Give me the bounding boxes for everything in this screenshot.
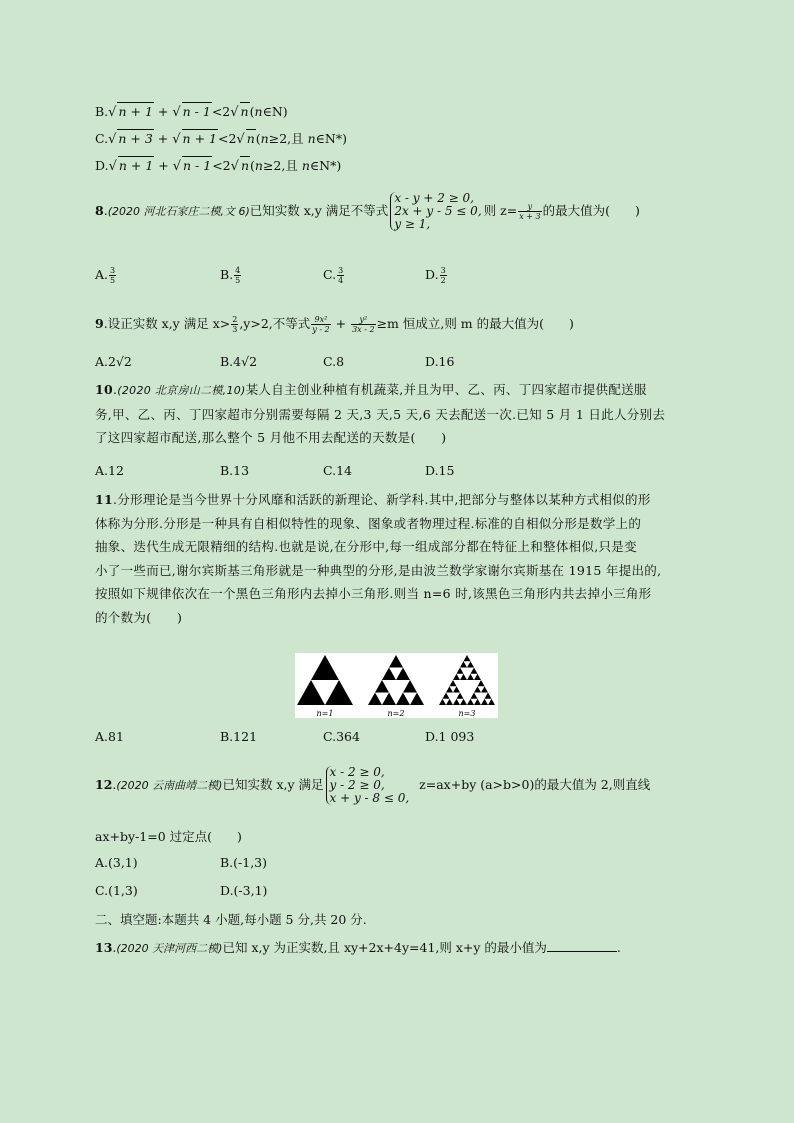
q10-source: (2020 北京房山二模,10)	[117, 384, 246, 397]
fraction-numerator: y	[518, 202, 541, 212]
sierpinski-n2	[368, 655, 424, 705]
q12-source: (2020 云南曲靖二模)	[116, 779, 223, 792]
q8-constraint: y ≥ 1,	[394, 217, 431, 231]
q8-constraint: 2x + y - 5 ≤ 0,	[394, 204, 482, 218]
fig-label-n1: n=1	[316, 709, 334, 718]
q11-option-a: A.81	[95, 729, 124, 744]
fraction: $\frac{\text{9x²}}{y - 2}$	[312, 315, 330, 334]
q9-option-a: A.2√2	[95, 354, 132, 369]
fig-label-n2: n=2	[387, 709, 405, 718]
q13-number: 13	[95, 940, 113, 955]
q9-stem: 9.设正实数 x,y 满足 x> $\frac{2}{3}$ ,y>2,不等式 $\frac{\text{9x²}}{y - 2}$ + $\frac{\text{y²}}{3x - 2}$ ≥m 恒成立,则 m 的最大值为( )	[95, 315, 574, 334]
q12-text: z=ax+by (a>b>0)的最大值为 2,则直线	[419, 777, 651, 792]
q11-text: 按照如下规律依次在一个黑色三角形内去掉小三角形.则当 n=6 时,该黑色三角形内共去掉小三角形	[95, 586, 652, 601]
q10-option-c: C.14	[323, 463, 352, 478]
q12-number: 12	[95, 777, 113, 792]
q12-option-c: C.(1,3)	[95, 883, 138, 898]
q12-text: 已知实数 x,y 满足	[222, 777, 324, 792]
q12-constraint-system	[326, 766, 410, 805]
q11-option-b: B.121	[220, 729, 258, 744]
fig-label-n3: n=3	[458, 709, 476, 718]
q13-stem: 13.(2020 天津河西二模)已知 x,y 为正实数,且 xy+2x+4y=41,则 x+y 的最小值为 .	[95, 940, 621, 955]
q12-stem: 12.(2020 云南曲靖二模)已知实数 x,y 满足 x - 2 ≥ 0, y - 2 ≥ 0, x + y - 8 ≤ 0, z=ax+by (a>b>0)的最大值为 2,则直线	[95, 765, 651, 805]
q11-text: 分形理论是当今世界十分风靡和活跃的新理论、新学科.其中,把部分与整体以某种方式相似的形	[117, 492, 651, 507]
q10-option-d: D.15	[425, 463, 455, 478]
q9-text: 设正实数 x,y 满足 x>	[107, 316, 231, 331]
q7-option-c: C.√ n + 3 + √ n + 1<2√ n(n≥2,且 n∈N*)	[95, 131, 347, 147]
sierpinski-figure	[295, 653, 498, 718]
q8-objective-fraction	[518, 202, 541, 221]
q8-constraint-system	[390, 192, 481, 231]
answer-blank[interactable]	[547, 939, 617, 952]
q12-line2: ax+by-1=0 过定点( )	[95, 829, 242, 844]
q9-option-c: C.8	[323, 354, 345, 369]
fraction: $\frac{\text{y²}}{3x - 2}$	[352, 315, 375, 334]
q8-constraint: x - y + 2 ≥ 0,	[394, 191, 474, 205]
q11-text: 小了一些而已,谢尔宾斯基三角形就是一种典型的分形,是由波兰数学家谢尔宾斯基在 1915 年提出的,	[95, 562, 662, 578]
q8-option-c: C. $\frac{3}{4}$	[323, 266, 344, 285]
sierpinski-n3	[439, 655, 495, 705]
q10-option-a: A.12	[95, 463, 124, 478]
q11-option-d: D.1 093	[425, 729, 475, 744]
q9-option-d: D.16	[425, 354, 455, 369]
q8-number: 8	[95, 203, 104, 218]
q8-text: 的最大值为( )	[542, 203, 640, 218]
q11-stem: 11.分形理论是当今世界十分风靡和活跃的新理论、新学科.其中,把部分与整体以某种方式相似的形 体称为分形.分形是一种具有自相似特性的现象、图象或者物理过程.标准的自相似分形是数学上的 抽象、迭代生成无限精细的结构.也就是说,在分形中,每一组成部分都在特征上和整体相似,只是变 小了一些而已,谢尔宾斯基三角形就是一种典型的分形,是由波兰数学家谢尔宾斯基在 1915 年提出的, 按照如下规律依次在一个黑色三角形内去掉小三角形.则当 n=6 时,该黑色三角形内共去掉小三角形 的个数为( )	[95, 488, 705, 629]
q12-option-a: A.(3,1)	[95, 855, 138, 870]
q11-text: 抽象、迭代生成无限精细的结构.也就是说,在分形中,每一组成部分都在特征上和整体相似,只是变	[95, 539, 637, 554]
sierpinski-n1	[297, 655, 353, 705]
q11-number: 11	[95, 492, 113, 507]
fraction-denominator: x + 3	[519, 212, 541, 221]
q10-option-b: B.13	[220, 463, 250, 478]
q9-text: ,y>2,不等式	[239, 316, 311, 331]
q12-constraint: x + y - 8 ≤ 0,	[329, 791, 410, 805]
q11-text: 体称为分形.分形是一种具有自相似特性的现象、图象或者物理过程.标准的自相似分形是数学上的	[95, 515, 642, 531]
q8-text: 则 z=	[483, 203, 518, 218]
q10-text: 务,甲、乙、丙、丁四家超市分别需要每隔 2 天,3 天,5 天,6 天去配送一次.已知 5 月 1 日此人分别去	[95, 406, 666, 422]
q10-text: 某人自主创业种植有机蔬菜,并且为甲、乙、丙、丁四家超市提供配送服	[245, 382, 647, 397]
q12-constraint: y - 2 ≥ 0,	[329, 778, 385, 792]
q8-text: 已知实数 x,y 满足不等式	[249, 203, 389, 218]
q9-option-b: B.4√2	[220, 354, 258, 369]
q12-option-b: B.(-1,3)	[220, 855, 268, 870]
q12-constraint: x - 2 ≥ 0,	[329, 765, 385, 779]
q13-source: (2020 天津河西二模)	[116, 942, 223, 955]
q12-option-d: D.(-3,1)	[220, 883, 268, 898]
q10-text: 了这四家超市配送,那么整个 5 月他不用去配送的天数是( )	[95, 430, 447, 445]
section-heading: 二、填空题:本题共 4 小题,每小题 5 分,共 20 分.	[95, 912, 367, 927]
q11-text: 的个数为( )	[95, 609, 183, 625]
q8-stem: 8.(2020 河北石家庄二模,文 6)已知实数 x,y 满足不等式 x - y + 2 ≥ 0, 2x + y - 5 ≤ 0, y ≥ 1, 则 z= $\frac{y}{x + 3}$ 的最大值为( )	[95, 191, 640, 231]
q9-text: ≥m 恒成立,则 m 的最大值为( )	[376, 316, 574, 331]
q10-number: 10	[95, 382, 113, 397]
fraction: $\frac{2}{3}$	[232, 315, 238, 334]
q13-text: 已知 x,y 为正实数,且 xy+2x+4y=41,则 x+y 的最小值为	[222, 940, 547, 955]
q10-stem: 10.(2020 北京房山二模,10)某人自主创业种植有机蔬菜,并且为甲、乙、丙、丁四家超市提供配送服 务,甲、乙、丙、丁四家超市分别需要每隔 2 天,3 天,5 天,6 天去配送一次.已知 5 月 1 日此人分别去 了这四家超市配送,那么整个 5 月他不用去配送的天数是( )	[95, 378, 705, 450]
q8-source: (2020 河北石家庄二模,文 6)	[107, 205, 250, 218]
q7-option-d: D.√ n + 1 + √ n - 1<2√ n(n≥2,且 n∈N*)	[95, 158, 342, 174]
q11-option-c: C.364	[323, 729, 360, 744]
q7-option-b: B.√ n + 1 + √ n - 1<2√ n(n∈N)	[95, 104, 288, 120]
q8-option-d: D. $\frac{3}{2}$	[425, 266, 446, 285]
q8-option-a: A. $\frac{3}{5}$	[95, 266, 116, 285]
q9-number: 9	[95, 316, 104, 331]
q8-option-b: B. $\frac{4}{5}$	[220, 266, 241, 285]
